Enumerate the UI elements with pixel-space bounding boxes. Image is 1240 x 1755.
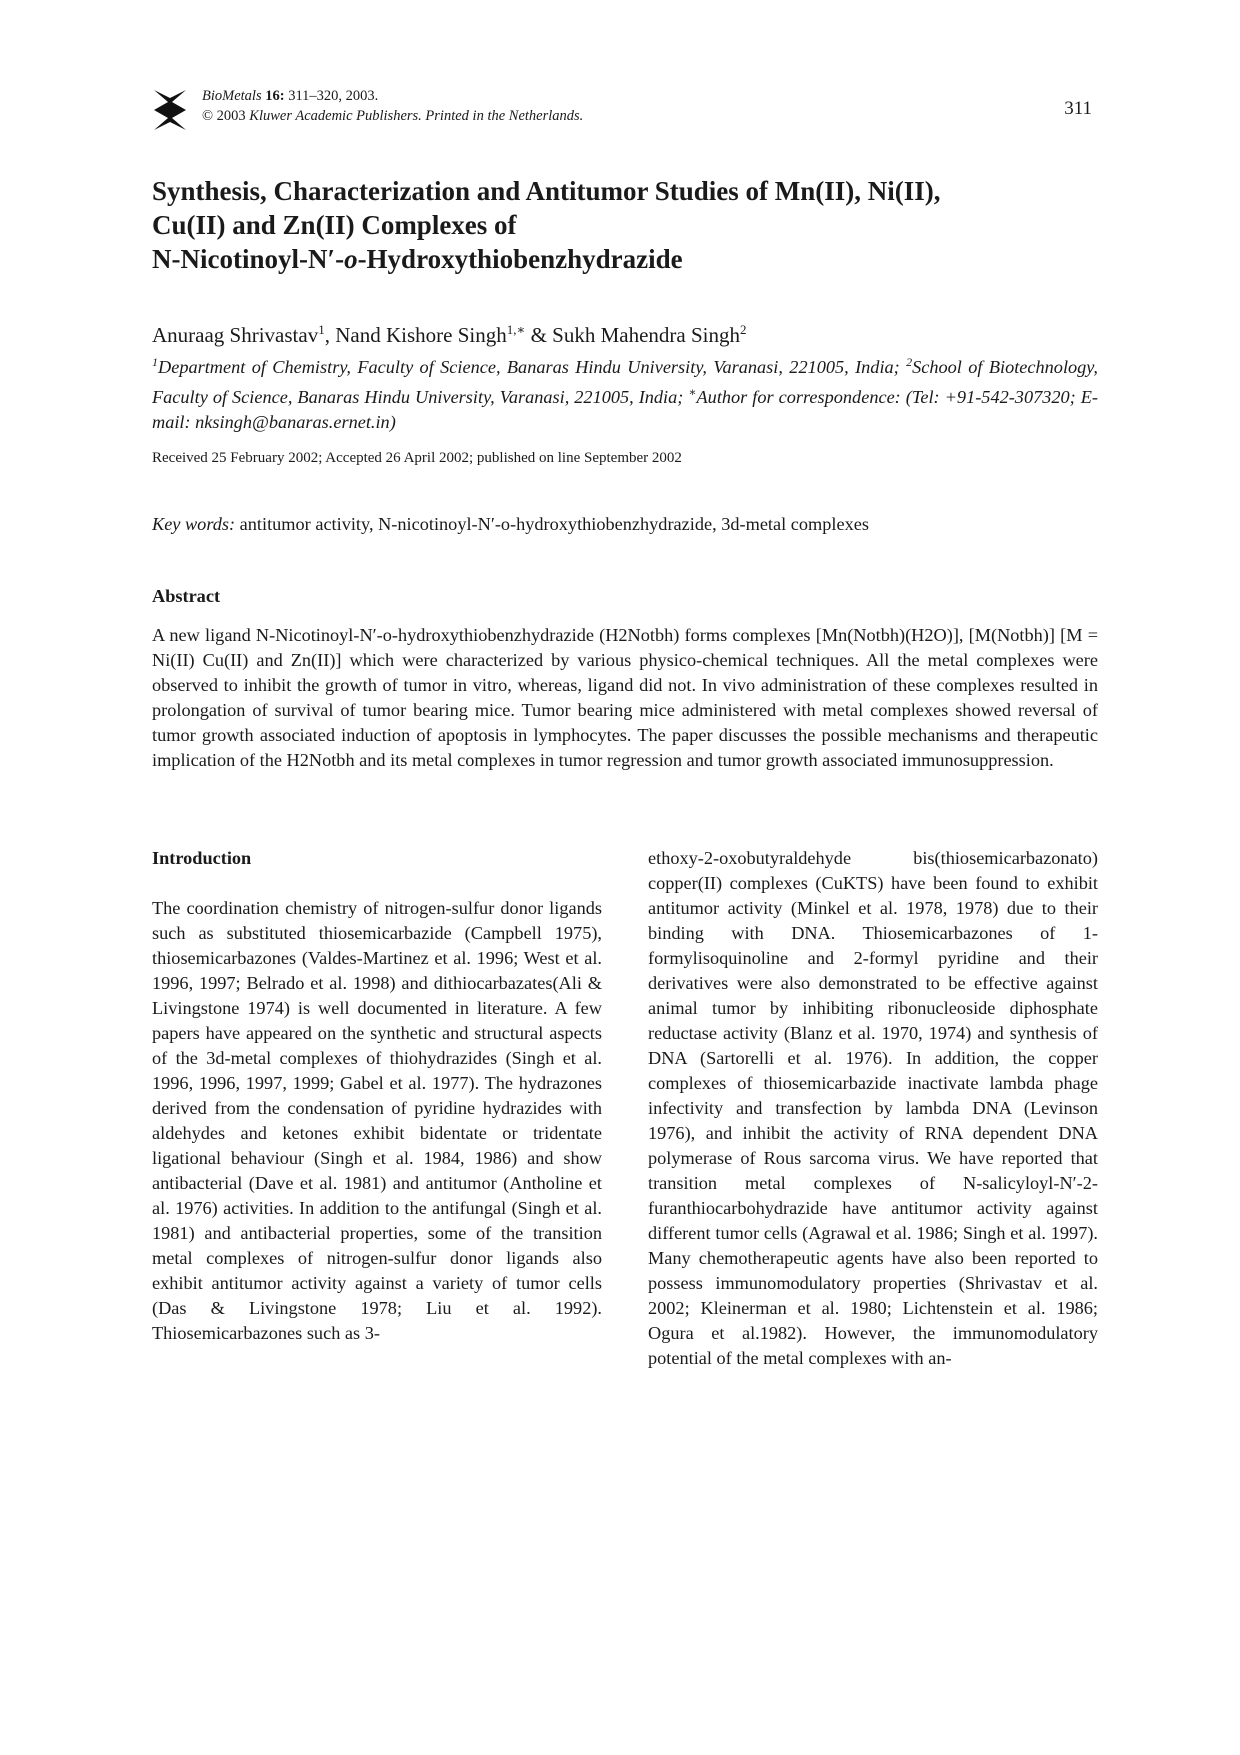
printed-in: Printed in the Netherlands.: [425, 108, 584, 124]
affiliation-2: School of Biotechnology, Faculty of Science, Banaras Hindu University, Varanasi, 221005, India;: [152, 357, 1098, 408]
author-affiliation-mark: 1: [318, 322, 325, 337]
title-line-3b: o: [344, 244, 358, 274]
correspondence: Author for correspondence: (Tel: +91-542-307320; E-mail: nksingh@banaras.ernet.in): [152, 387, 1098, 433]
author-affiliation-mark: 2: [739, 322, 747, 337]
paper-title: [152, 174, 1092, 276]
journal-volume: 16:: [265, 88, 285, 104]
right-column: [648, 846, 1098, 1371]
author-name: Sukh Mahendra Singh: [552, 323, 740, 347]
correspondence-mark: ∗: [688, 385, 697, 400]
publisher-name: Kluwer Academic Publishers.: [249, 108, 422, 124]
title-line-2: Cu(II) and Zn(II) Complexes of: [152, 210, 517, 240]
keywords-label: Key words:: [152, 514, 236, 534]
abstract-body: A new ligand N-Nicotinoyl-N′-o-hydroxythiobenzhydrazide (H2Notbh) forms complexes [Mn(Notbh)(H2O)], [M(Notbh)] [M = Ni(II) Cu(II) and Zn(II)] which were characterized by various physico-chemical techniques. All the metal complexes were observed to inhibit the growth of tumor in vitro, whereas, ligand did not. In vivo administration of these complexes resulted in prolongation of survival of tumor bearing mice. Tumor bearing mice administered with metal complexes showed reversal of tumor growth associated induction of apoptosis in lymphocytes. The paper discusses the possible mechanisms and therapeutic implication of the H2Notbh and its metal complexes in tumor regression and tumor growth associated immunosuppression.: [152, 625, 1098, 770]
author-affiliation-mark: 1,∗: [506, 322, 526, 337]
introduction-paragraph: The coordination chemistry of nitrogen-sulfur donor ligands such as substituted thiosemicarbazide (Campbell 1975), thiosemicarbazones (Valdes-Martinez et al. 1996; West et al. 1996, 1997; Belrado et al. 1998) and dithiocarbazates(Ali & Livingstone 1974) is well documented in literature. A few papers have appeared on the synthetic and structural aspects of the 3d-metal complexes of thiohydrazides (Singh et al. 1996, 1996, 1997, 1999; Gabel et al. 1977). The hydrazones derived from the condensation of pyridine hydrazides with aldehydes and ketones exhibit bidentate or tridentate ligational behaviour (Singh et al. 1984, 1986) and show antibacterial (Dave et al. 1981) and antitumor (Antholine et al. 1976) activities. In addition to the antifungal (Singh et al. 1981) and antibacterial properties, some of the transition metal complexes of nitrogen-sulfur donor ligands also exhibit antitumor activity against a variety of tumor cells (Das & Livingstone 1978; Liu et al. 1992). Thiosemicarbazones such as 3-: [152, 898, 602, 1343]
title-line-1: Synthesis, Characterization and Antitumor Studies of Mn(II), Ni(II),: [152, 176, 941, 206]
left-column: [152, 846, 602, 1346]
affiliations: [152, 350, 1098, 435]
received-dates: Received 25 February 2002; Accepted 26 April 2002; published on line September 2002: [152, 450, 682, 466]
publisher-logo-icon: [152, 88, 188, 132]
journal-name: BioMetals: [202, 88, 262, 104]
author-separator: ,: [324, 323, 336, 347]
introduction-heading: Introduction: [152, 848, 252, 868]
affiliation-mark: 1: [152, 355, 158, 369]
title-line-3a: N-Nicotinoyl-N′-: [152, 244, 345, 274]
title-line-3c: -Hydroxythiobenzhydrazide: [357, 244, 683, 274]
keywords: [152, 514, 869, 535]
author-name: Anuraag Shrivastav: [152, 323, 319, 347]
abstract-heading: Abstract: [152, 586, 221, 606]
author-list: [152, 322, 746, 348]
journal-citation: [202, 86, 583, 126]
keywords-text: antitumor activity, N-nicotinoyl-N′-o-hydroxythiobenzhydrazide, 3d-metal complexes: [235, 514, 869, 534]
introduction-continued: ethoxy-2-oxobutyraldehyde bis(thiosemicarbazonato) copper(II) complexes (CuKTS) have been found to exhibit antitumor activity (Minkel et al. 1978, 1978) due to their binding with DNA. Thiosemicarbazones of 1-formylisoquinoline and 2-formyl pyridine and their derivatives were also demonstrated to be effective against animal tumor by inhibiting ribonucleoside diphosphate reductase activity (Blanz et al. 1970, 1974) and synthesis of DNA (Sartorelli et al. 1976). In addition, the copper complexes of thiosemicarbazide inactivate lambda phage infectivity and transfection by lambda DNA (Levinson 1976), and inhibit the activity of RNA dependent DNA polymerase of Rous sarcoma virus. We have reported that transition metal complexes of N-salicyloyl-N′-2-furanthiocarbohydrazide have antitumor activity against different tumor cells (Agrawal et al. 1986; Singh et al. 1997). Many chemotherapeutic agents have also been reported to possess immunomodulatory properties (Shrivastav et al. 2002; Kleinerman et al. 1980; Lichtenstein et al. 1986; Ogura et al.1982). However, the immunomodulatory potential of the metal complexes with an-: [648, 848, 1098, 1368]
affiliation-1: Department of Chemistry, Faculty of Science, Banaras Hindu University, Varanasi, 221005, India;: [158, 357, 907, 378]
journal-header: [152, 86, 1092, 136]
author-name: Nand Kishore Singh: [335, 323, 507, 347]
affiliation-mark: 2: [906, 355, 913, 369]
copyright-year: © 2003: [202, 108, 246, 124]
page-number: 311: [1064, 98, 1092, 119]
author-separator: &: [525, 323, 553, 347]
journal-pages: 311–320, 2003.: [288, 88, 379, 104]
